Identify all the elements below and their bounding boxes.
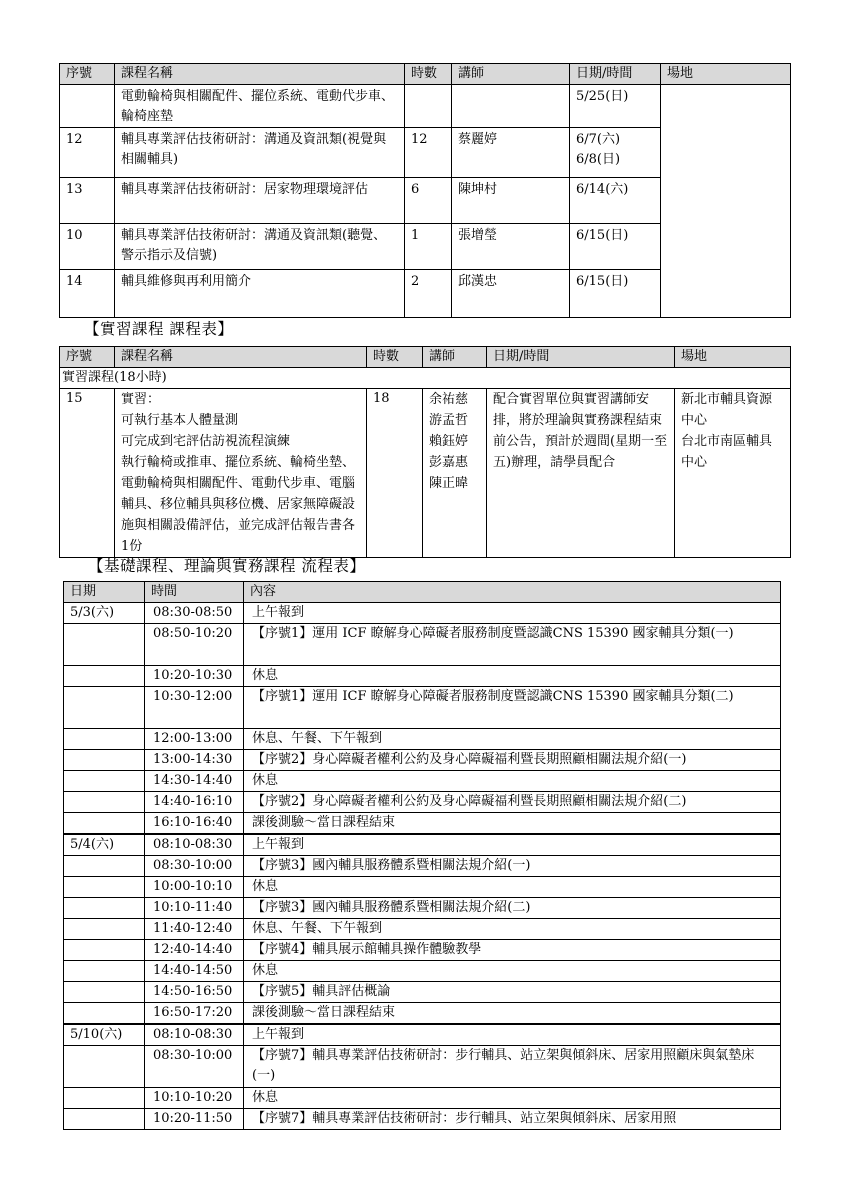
row-content: 上午報到: [244, 834, 781, 856]
table-row: [64, 834, 781, 856]
row-content: 休息: [244, 1088, 781, 1109]
practice-table: [59, 346, 791, 558]
row-course-name: 輔具專業評估技術研討：居家物理環境評估: [115, 178, 405, 224]
table-row: [60, 389, 791, 558]
row-date: [64, 624, 145, 666]
header-teacher: 講師: [452, 64, 570, 85]
row-course-name: 實習： 可執行基本人體量測 可完成到宅評估訪視流程演練 執行輪椅或推車、擺位系統、輪椅坐墊、電動輪椅與相關配件、電動代步車、電腦輔具、移位輔具與移位機、居家無障礙設施與相關設備評估，並完成評估報告書各1份: [115, 389, 367, 558]
table-row: [64, 982, 781, 1003]
row-date: [64, 1109, 145, 1130]
table-row: [64, 624, 781, 666]
row-time: 16:50-17:20: [145, 1003, 244, 1025]
row-content: 【序號1】運用 ICF 瞭解身心障礙者服務制度暨認識CNS 15390 國家輔具分類(一): [244, 624, 781, 666]
row-time: 12:00-13:00: [145, 729, 244, 750]
row-date: [64, 1046, 145, 1088]
row-teacher: 邱漢忠: [452, 270, 570, 318]
row-no: 12: [60, 128, 115, 178]
row-no: 13: [60, 178, 115, 224]
row-time: 14:50-16:50: [145, 982, 244, 1003]
row-time: 10:10-10:20: [145, 1088, 244, 1109]
header-course-name: 課程名稱: [115, 347, 367, 368]
table-row: [64, 898, 781, 919]
row-content: 休息: [244, 771, 781, 792]
row-time: 08:50-10:20: [145, 624, 244, 666]
row-teacher: 蔡麗婷: [452, 128, 570, 178]
row-content: 休息、午餐、下午報到: [244, 919, 781, 940]
row-date: [64, 982, 145, 1003]
row-date: 6/15(日): [570, 224, 661, 270]
row-date: 6/7(六) 6/8(日): [570, 128, 661, 178]
row-no: [60, 85, 115, 128]
row-teacher: 陳坤村: [452, 178, 570, 224]
row-time: 10:20-10:30: [145, 666, 244, 687]
table-row: [64, 1003, 781, 1025]
row-date: [64, 750, 145, 771]
row-time: 11:40-12:40: [145, 919, 244, 940]
header-venue: 場地: [675, 347, 791, 368]
row-hours: 6: [405, 178, 452, 224]
row-content: 休息: [244, 961, 781, 982]
header-content: 內容: [244, 582, 781, 603]
row-time: 08:10-08:30: [145, 834, 244, 856]
row-date: 5/3(六): [64, 603, 145, 624]
row-time: 08:30-10:00: [145, 1046, 244, 1088]
row-time: 14:40-16:10: [145, 792, 244, 813]
row-time: 10:00-10:10: [145, 877, 244, 898]
row-time: 10:30-12:00: [145, 687, 244, 729]
row-content: 課後測驗～當日課程結束: [244, 1003, 781, 1025]
venue-cell: [661, 85, 791, 318]
row-content: 【序號7】輔具專業評估技術研討：步行輔具、站立架與傾斜床、居家用照顧床與氣墊床(一): [244, 1046, 781, 1088]
header-course-name: 課程名稱: [115, 64, 405, 85]
row-date: 5/10(六): [64, 1024, 145, 1046]
row-content: 【序號7】輔具專業評估技術研討：步行輔具、站立架與傾斜床、居家用照: [244, 1109, 781, 1130]
table-row: [64, 750, 781, 771]
header-no: 序號: [60, 347, 115, 368]
table-row: [64, 792, 781, 813]
row-content: 上午報到: [244, 1024, 781, 1046]
row-date: [64, 961, 145, 982]
header-hours: 時數: [405, 64, 452, 85]
table-row: [64, 603, 781, 624]
row-time: 10:20-11:50: [145, 1109, 244, 1130]
table-row: [64, 1109, 781, 1130]
section-label: 實習課程(18小時): [60, 368, 791, 389]
header-date: 日期/時間: [570, 64, 661, 85]
row-course-name: 輔具專業評估技術研討：溝通及資訊類(視覺與相關輔具): [115, 128, 405, 178]
row-time: 14:30-14:40: [145, 771, 244, 792]
row-teacher: [452, 85, 570, 128]
row-content: 休息: [244, 877, 781, 898]
row-date: 配合實習單位與實習講師安排，將於理論與實務課程結束前公告，預計於週間(星期一至五)辦理，請學員配合: [487, 389, 675, 558]
row-time: 16:10-16:40: [145, 813, 244, 835]
row-no: 10: [60, 224, 115, 270]
row-date: [64, 813, 145, 835]
row-content: 【序號2】身心障礙者權利公約及身心障礙福利暨長期照顧相關法規介紹(一): [244, 750, 781, 771]
row-date: 6/14(六): [570, 178, 661, 224]
row-course-name: 電動輪椅與相關配件、擺位系統、電動代步車、輪椅座墊: [115, 85, 405, 128]
row-no: 15: [60, 389, 115, 558]
row-date: [64, 666, 145, 687]
row-hours: 12: [405, 128, 452, 178]
row-hours: 2: [405, 270, 452, 318]
row-teacher: 張增瑩: [452, 224, 570, 270]
row-content: 上午報到: [244, 603, 781, 624]
table-row: [64, 1088, 781, 1109]
table-row: [64, 877, 781, 898]
row-date: [64, 856, 145, 877]
flow-heading: 【基礎課程、理論與實務課程 流程表】: [88, 557, 366, 575]
table-row: [64, 687, 781, 729]
table-row: [64, 940, 781, 961]
row-content: 【序號1】運用 ICF 瞭解身心障礙者服務制度暨認識CNS 15390 國家輔具分類(二): [244, 687, 781, 729]
header-no: 序號: [60, 64, 115, 85]
row-time: 13:00-14:30: [145, 750, 244, 771]
course-table-continued: [59, 63, 791, 318]
row-date: [64, 1088, 145, 1109]
table-row: [64, 919, 781, 940]
row-hours: 18: [367, 389, 423, 558]
row-time: 08:10-08:30: [145, 1024, 244, 1046]
row-time: 12:40-14:40: [145, 940, 244, 961]
table-row: [64, 813, 781, 835]
row-date: [64, 729, 145, 750]
table-row: [64, 856, 781, 877]
row-content: 【序號5】輔具評估概論: [244, 982, 781, 1003]
row-date: 6/15(日): [570, 270, 661, 318]
row-date: [64, 771, 145, 792]
table-row: [64, 666, 781, 687]
header-teacher: 講師: [423, 347, 487, 368]
row-content: 【序號2】身心障礙者權利公約及身心障礙福利暨長期照顧相關法規介紹(二): [244, 792, 781, 813]
row-teachers: 余祐慈 游孟哲 賴鈺婷 彭嘉惠 陳正暐: [423, 389, 487, 558]
row-content: 課後測驗～當日課程結束: [244, 813, 781, 835]
row-date: 5/4(六): [64, 834, 145, 856]
row-content: 【序號3】國內輔具服務體系暨相關法規介紹(一): [244, 856, 781, 877]
row-no: 14: [60, 270, 115, 318]
row-date: [64, 1003, 145, 1025]
flow-table: [63, 581, 781, 1130]
row-time: 10:10-11:40: [145, 898, 244, 919]
row-date: [64, 898, 145, 919]
header-date: 日期: [64, 582, 145, 603]
table-row: [60, 85, 791, 128]
table-row: [64, 1024, 781, 1046]
header-date: 日期/時間: [487, 347, 675, 368]
row-time: 14:40-14:50: [145, 961, 244, 982]
row-content: 【序號3】國內輔具服務體系暨相關法規介紹(二): [244, 898, 781, 919]
row-date: 5/25(日): [570, 85, 661, 128]
header-hours: 時數: [367, 347, 423, 368]
row-hours: 1: [405, 224, 452, 270]
row-content: 休息、午餐、下午報到: [244, 729, 781, 750]
row-time: 08:30-10:00: [145, 856, 244, 877]
header-venue: 場地: [661, 64, 791, 85]
row-course-name: 輔具維修與再利用簡介: [115, 270, 405, 318]
row-date: [64, 687, 145, 729]
table-row: [64, 729, 781, 750]
table-row: [64, 771, 781, 792]
row-date: [64, 919, 145, 940]
row-time: 08:30-08:50: [145, 603, 244, 624]
practice-heading: 【實習課程 課程表】: [84, 320, 234, 338]
row-date: [64, 792, 145, 813]
row-hours: [405, 85, 452, 128]
row-date: [64, 940, 145, 961]
row-venue: 新北市輔具資源中心 台北市南區輔具中心: [675, 389, 791, 558]
table-row: [64, 961, 781, 982]
header-time: 時間: [145, 582, 244, 603]
row-content: 【序號4】輔具展示館輔具操作體驗教學: [244, 940, 781, 961]
table-row: [64, 1046, 781, 1088]
row-content: 休息: [244, 666, 781, 687]
row-date: [64, 877, 145, 898]
row-course-name: 輔具專業評估技術研討：溝通及資訊類(聽覺、警示指示及信號): [115, 224, 405, 270]
